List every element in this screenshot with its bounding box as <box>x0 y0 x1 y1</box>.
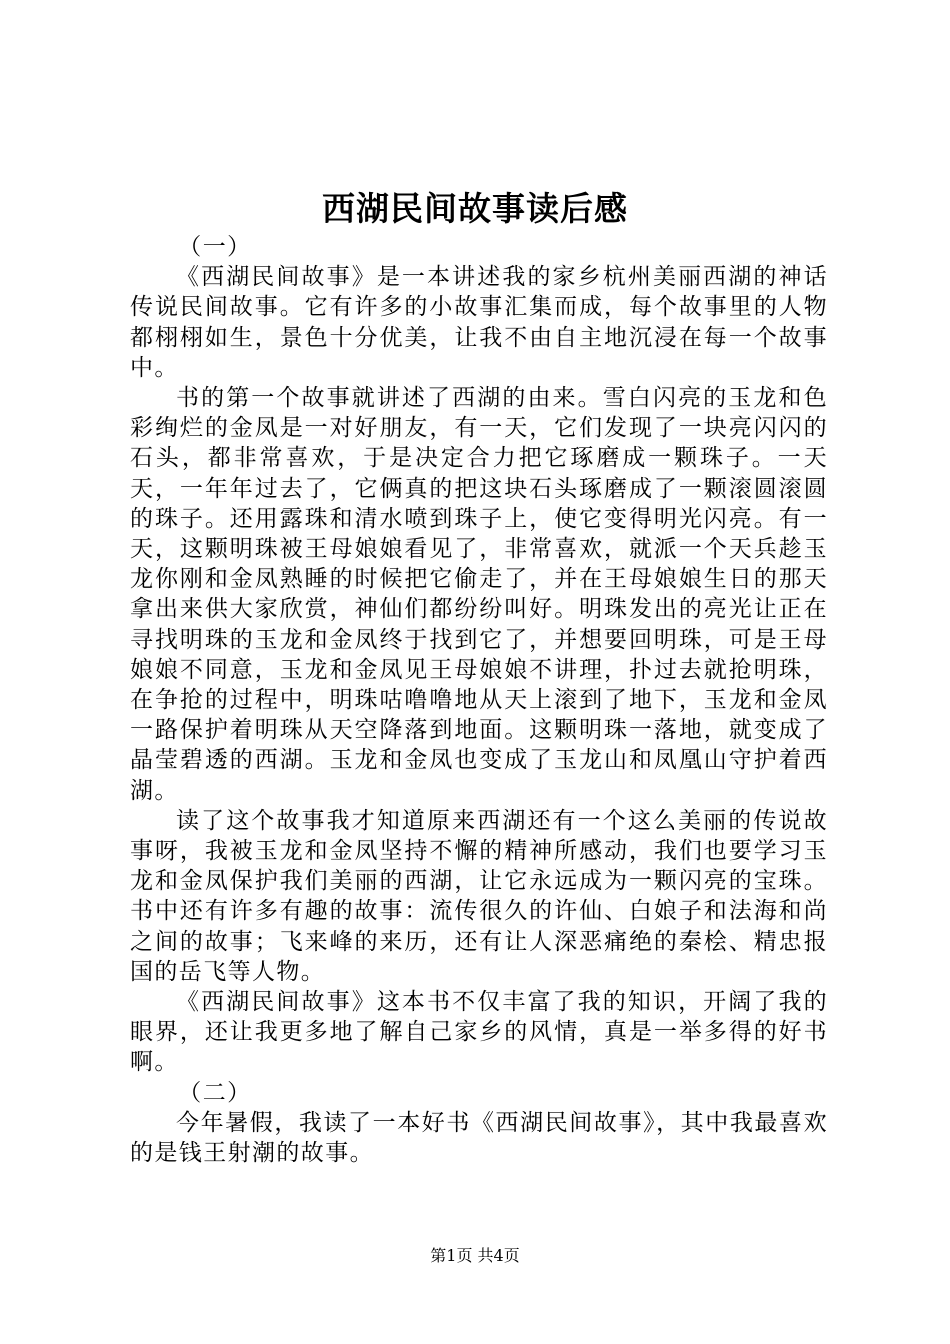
section-heading-1: （一） <box>178 234 252 260</box>
document-body <box>130 232 828 1168</box>
page-number-footer: 第1页 共4页 <box>430 1246 520 1265</box>
body-paragraph: 书的第一个故事就讲述了西湖的由来。雪白闪亮的玉龙和色彩绚烂的金凤是一对好朋友，有一天，它们发现了一块亮闪闪的石头，都非常喜欢，于是决定合力把它琢磨成一颗珠子。一天天，一年年过去了，它俩真的把这块石头琢磨成了一颗滚圆滚圆的珠子。还用露珠和清水喷到珠子上，使它变得明光闪亮。有一天，这颗明珠被王母娘娘看见了，非常喜欢，就派一个天兵趁玉龙你刚和金凤熟睡的时候把它偷走了，并在王母娘娘生日的那天拿出来供大家欣赏，神仙们都纷纷叫好。明珠发出的亮光让正在寻找明珠的玉龙和金凤终于找到它了，并想要回明珠，可是王母娘娘不同意，玉龙和金凤见王母娘娘不讲理，扑过去就抢明珠，在争抢的过程中，明珠咕噜噜地从天上滚到了地下，玉龙和金凤一路保护着明珠从天空降落到地面。这颗明珠一落地，就变成了晶莹碧透的西湖。玉龙和金凤也变成了玉龙山和凤凰山守护着西湖。 <box>130 385 828 804</box>
body-paragraph: 读了这个故事我才知道原来西湖还有一个这么美丽的传说故事呀，我被玉龙和金凤坚持不懈的精神所感动，我们也要学习玉龙和金凤保护我们美丽的西湖，让它永远成为一颗闪亮的宝珠。书中还有许多有趣的故事：流传很久的许仙、白娘子和法海和尚之间的故事；飞来峰的来历，还有让人深恶痛绝的秦桧、精忠报国的岳飞等人物。 <box>130 807 828 985</box>
body-paragraph: 《西湖民间故事》是一本讲述我的家乡杭州美丽西湖的神话传说民间故事。它有许多的小故事汇集而成，每个故事里的人物都栩栩如生，景色十分优美，让我不由自主地沉浸在每一个故事中。 <box>130 264 828 381</box>
document-title: 西湖民间故事读后感 <box>322 189 628 228</box>
body-paragraph: 《西湖民间故事》这本书不仅丰富了我的知识，开阔了我的眼界，还让我更多地了解自己家乡的风情，真是一举多得的好书啊。 <box>130 989 828 1076</box>
body-paragraph: 今年暑假，我读了一本好书《西湖民间故事》，其中我最喜欢的是钱王射潮的故事。 <box>130 1109 828 1167</box>
section-heading-2: （二） <box>178 1079 252 1106</box>
